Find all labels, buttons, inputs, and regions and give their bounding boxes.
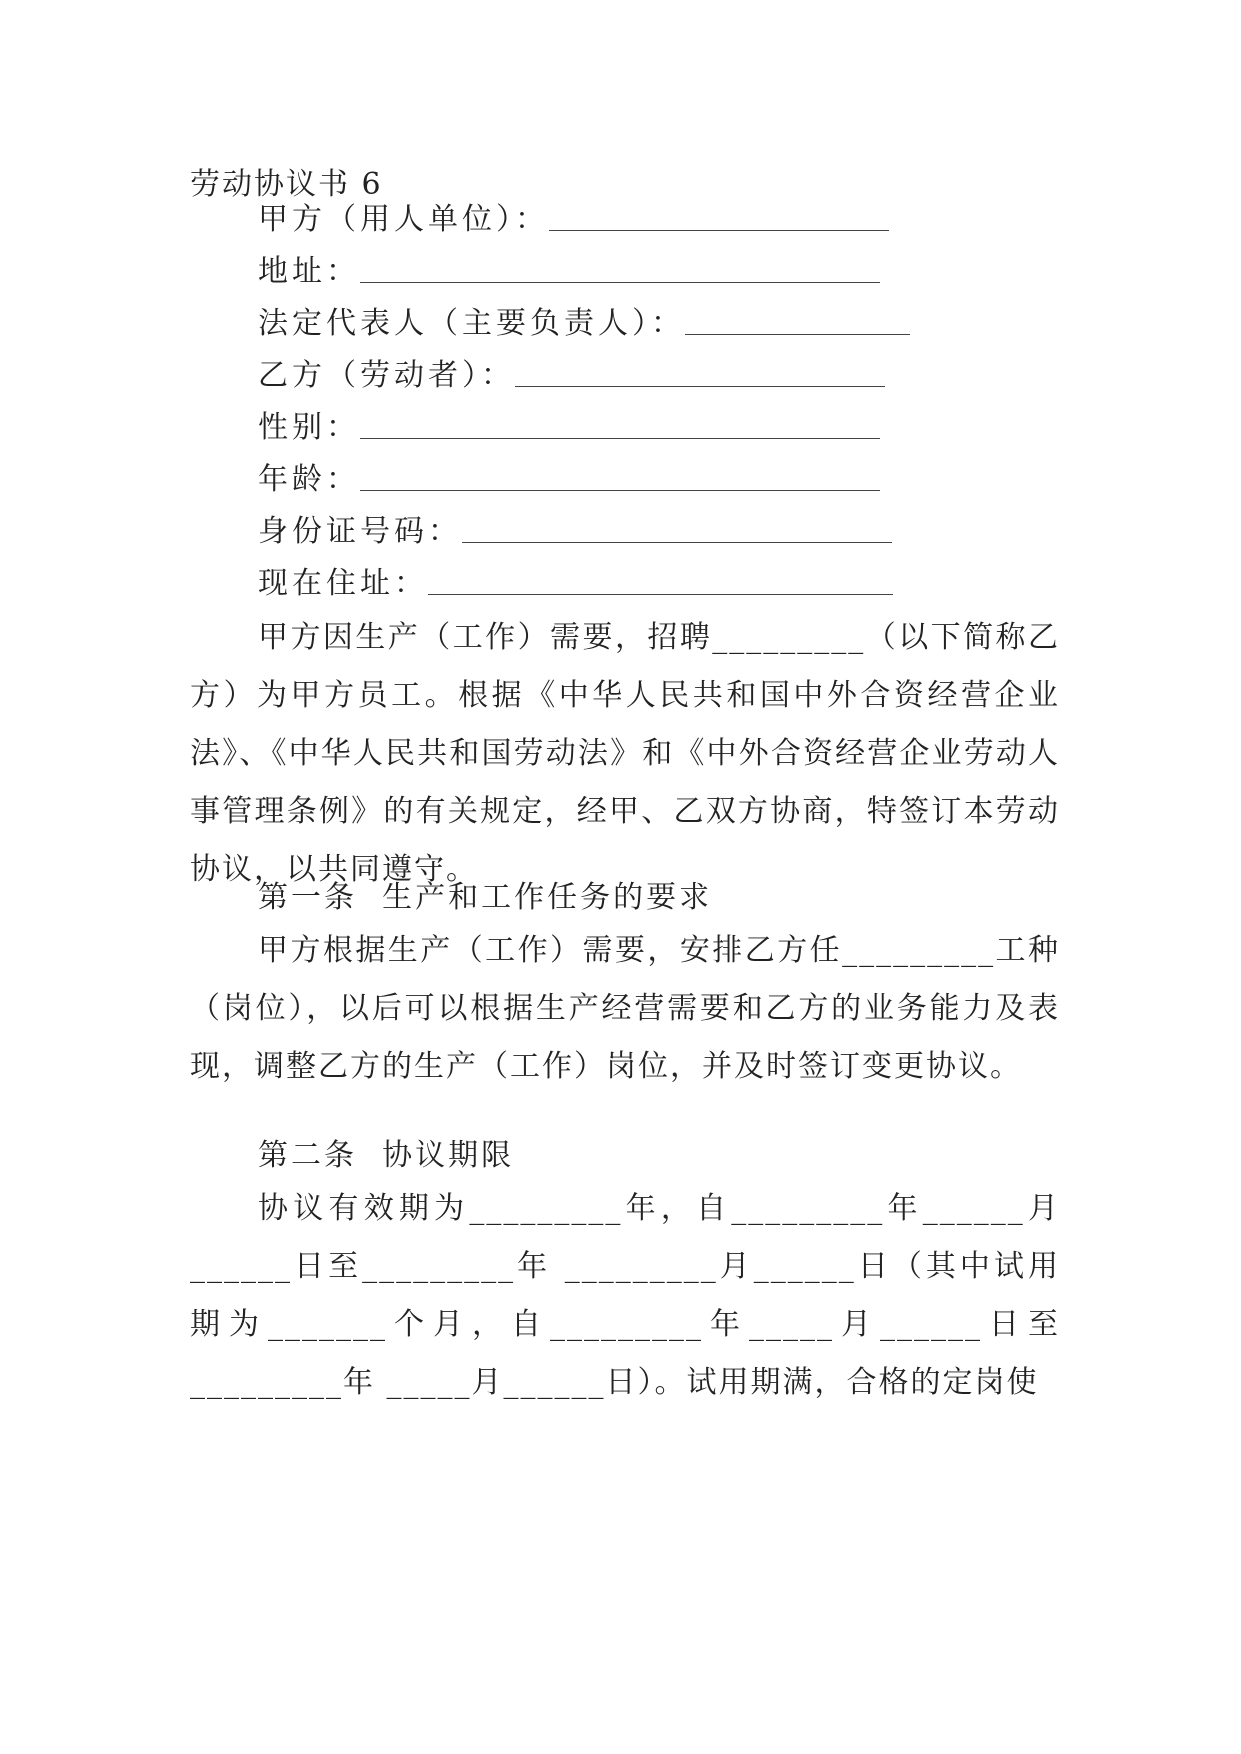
article-2-heading: 第二条 协议期限 — [258, 1138, 515, 1173]
field-legal-representative — [258, 302, 910, 346]
field-label: 年龄： — [258, 462, 360, 497]
field-label: 身份证号码： — [258, 514, 462, 549]
field-label: 甲方（用人单位）： — [258, 202, 549, 237]
field-age — [258, 458, 880, 502]
article-1-heading: 第一条 生产和工作任务的要求 — [258, 880, 713, 915]
field-label: 现在住址： — [258, 566, 428, 601]
blank-line — [515, 356, 885, 387]
field-id-number — [258, 510, 892, 554]
field-current-address — [258, 562, 893, 606]
field-gender — [258, 406, 880, 450]
field-label: 性别： — [258, 410, 360, 445]
field-label: 法定代表人（主要负责人）： — [258, 306, 685, 341]
document-title: 劳动协议书 6 — [190, 167, 383, 202]
field-employee — [258, 354, 885, 398]
blank-line — [462, 512, 892, 543]
field-label: 地址： — [258, 254, 360, 289]
field-label: 乙方（劳动者）： — [258, 358, 515, 393]
article-2-body: 协议有效期为_________年，自_________年______月______日至_________年 _________月______日（其中试用期为_______个月，自_________年_____月______日至_________年 _____月______日）。试用期满，合格的定岗使 — [190, 1191, 1060, 1400]
article-1-body: 甲方根据生产（工作）需要，安排乙方任_________工种（岗位），以后可以根据生产经营需要和乙方的业务能力及表现，调整乙方的生产（工作）岗位，并及时签订变更协议。 — [190, 933, 1060, 1084]
field-address — [258, 250, 880, 294]
intro-paragraph: 甲方因生产（工作）需要，招聘_________（以下简称乙方）为甲方员工。根据《中华人民共和国中外合资经营企业法》、《中华人民共和国劳动法》和《中外合资经营企业劳动人事管理条例》的有关规定，经甲、乙双方协商，特签订本劳动协议，以共同遵守。 — [190, 620, 1060, 887]
blank-line — [360, 460, 880, 491]
blank-line — [360, 408, 880, 439]
blank-line — [360, 252, 880, 283]
blank-line — [428, 564, 893, 595]
blank-line — [685, 304, 910, 335]
blank-line — [549, 200, 889, 231]
field-employer — [258, 198, 889, 242]
